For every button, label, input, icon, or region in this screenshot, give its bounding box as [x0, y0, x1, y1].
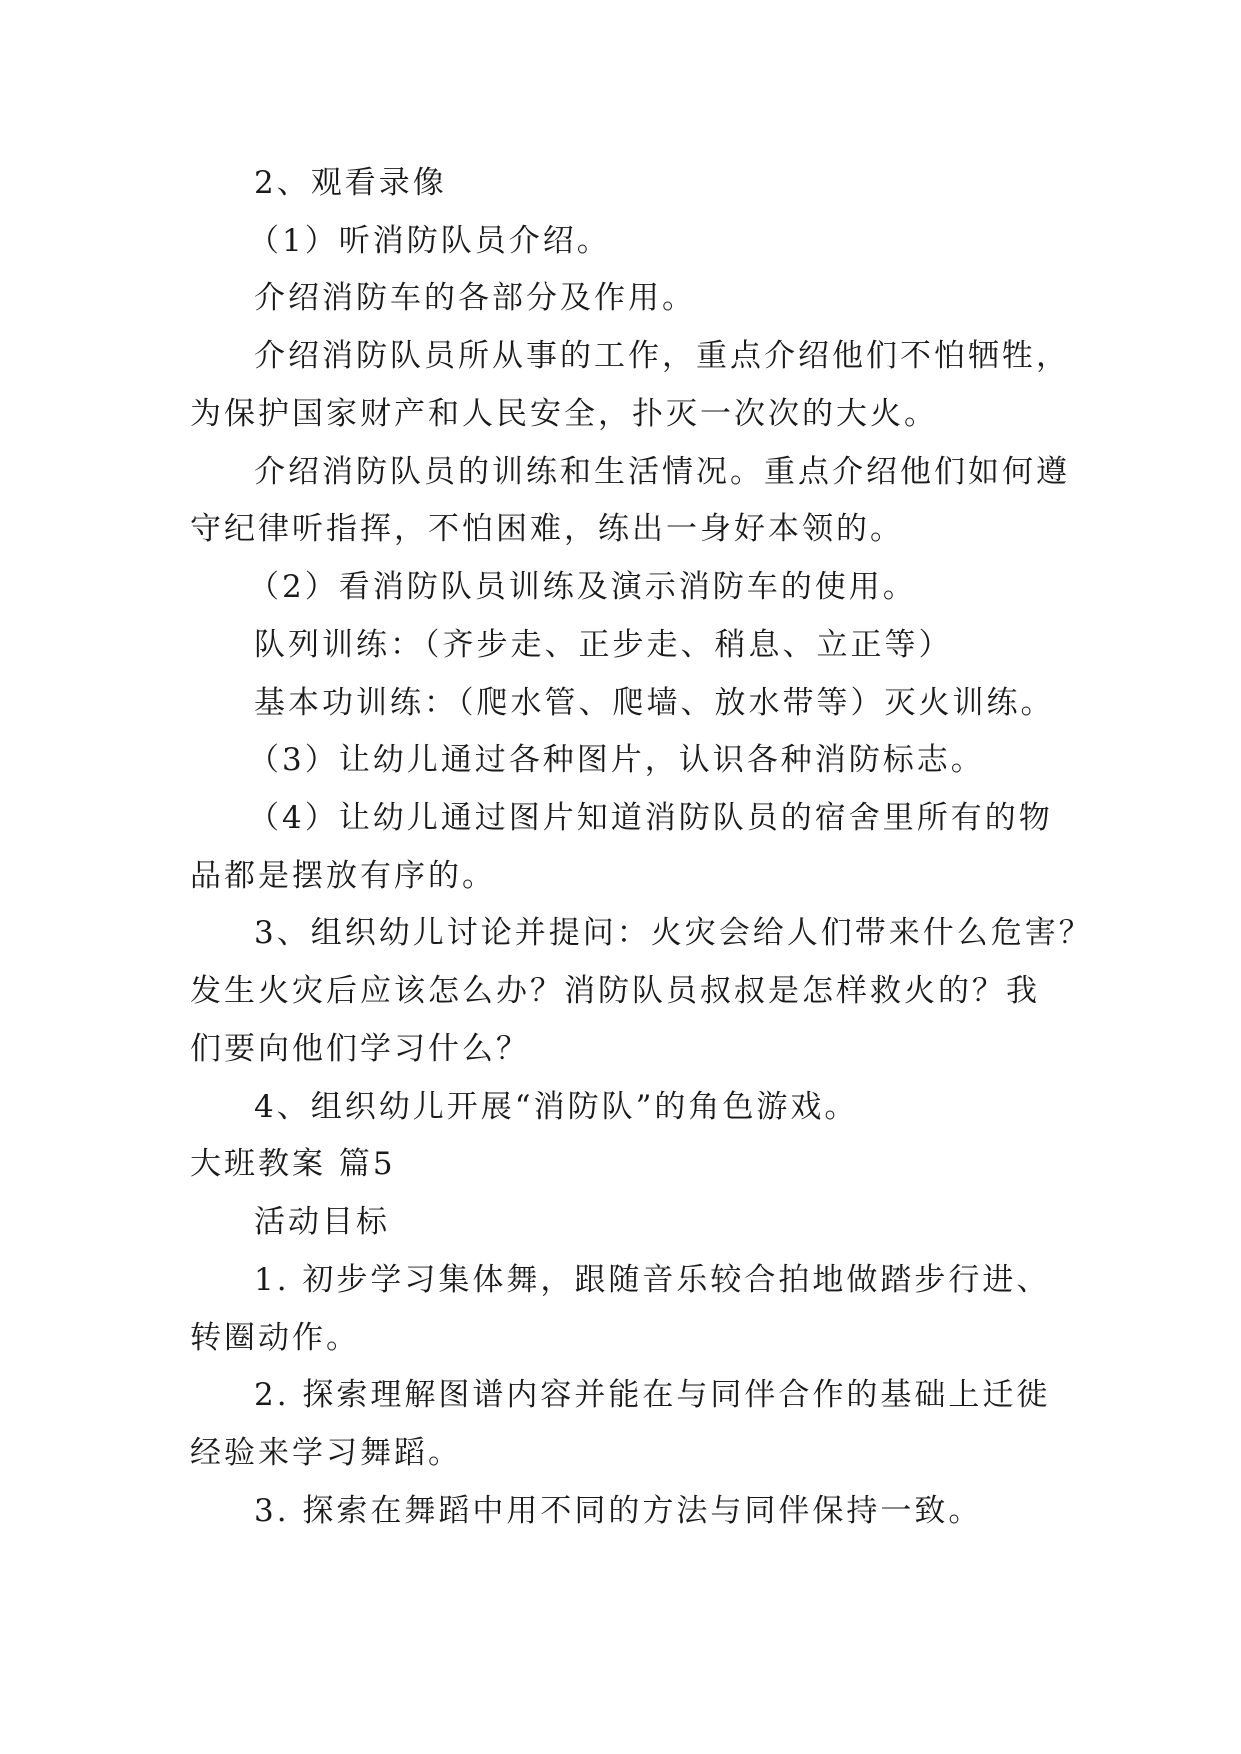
substep-2: （2）看消防队员训练及演示消防车的使用。: [248, 569, 917, 605]
paragraph-line: 介绍消防车的各部分及作用。: [254, 280, 696, 316]
paragraph-line: 介绍消防队员所从事的工作，重点介绍他们不怕牺牲，: [254, 338, 1070, 374]
section-heading: 大班教案 篇5: [190, 1146, 396, 1182]
step-2-heading: 2、观看录像: [254, 165, 447, 201]
paragraph-line: 队列训练：（齐步走、正步走、稍息、立正等）: [254, 627, 953, 663]
paragraph-line: 品都是摆放有序的。: [190, 858, 496, 894]
paragraph-line: 介绍消防队员的训练和生活情况。重点介绍他们如何遵: [254, 454, 1070, 490]
goal-3: 3. 探索在舞蹈中用不同的方法与同伴保持一致。: [254, 1493, 983, 1529]
substep-1: （1）听消防队员介绍。: [248, 223, 611, 259]
step-3: 3、组织幼儿讨论并提问：火灾会给人们带来什么危害？: [254, 915, 1093, 951]
substep-3: （3）让幼儿通过各种图片，认识各种消防标志。: [248, 742, 985, 778]
goal-1: 1. 初步学习集体舞，跟随音乐较合拍地做踏步行进、: [254, 1262, 1051, 1298]
paragraph-line: 们要向他们学习什么？: [190, 1031, 530, 1067]
substep-4: （4）让幼儿通过图片知道消防队员的宿舍里所有的物: [248, 800, 1053, 836]
goal-2: 2. 探索理解图谱内容并能在与同伴合作的基础上迁徙: [254, 1377, 1051, 1413]
paragraph-line: 基本功训练：（爬水管、爬墙、放水带等）灭火训练。: [254, 685, 1055, 721]
paragraph-line: 守纪律听指挥，不怕困难，练出一身好本领的。: [190, 511, 904, 547]
step-4: 4、组织幼儿开展“消防队”的角色游戏。: [254, 1089, 859, 1125]
paragraph-line: 发生火灾后应该怎么办？消防队员叔叔是怎样救火的？我: [190, 973, 1040, 1009]
subsection-heading: 活动目标: [254, 1204, 390, 1240]
paragraph-line: 为保护国家财产和人民安全，扑灭一次次的大火。: [190, 396, 938, 432]
paragraph-line: 转圈动作。: [190, 1320, 360, 1356]
paragraph-line: 经验来学习舞蹈。: [190, 1435, 462, 1471]
